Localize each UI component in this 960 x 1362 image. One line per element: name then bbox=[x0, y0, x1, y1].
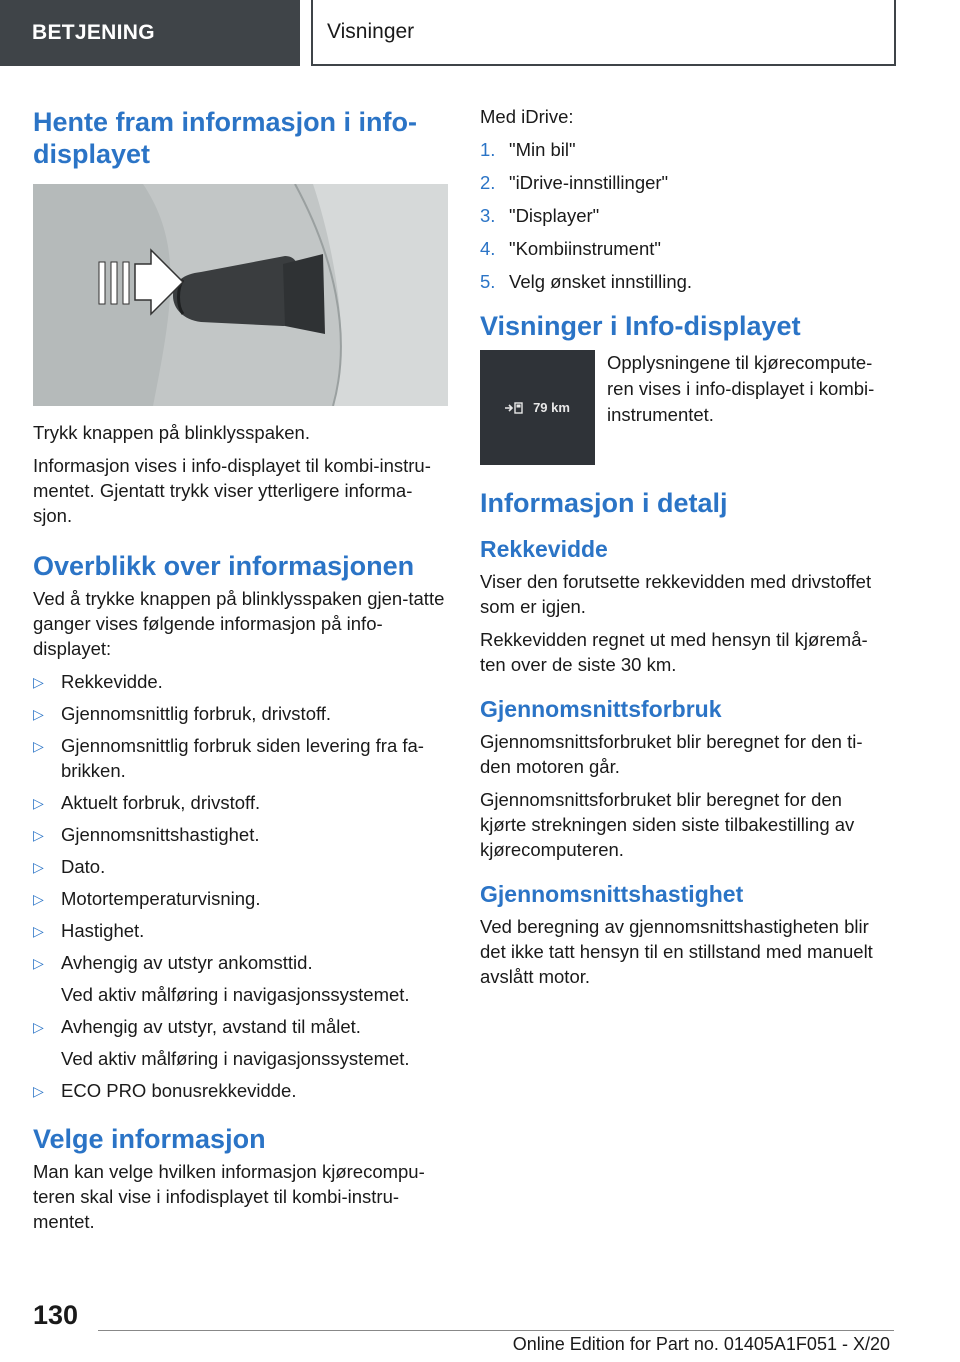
heading-range: Rekkevidde bbox=[480, 536, 608, 562]
step-item: 3. "Displayer" bbox=[480, 205, 600, 226]
section-tab bbox=[0, 0, 300, 66]
list-item: ▷ Avhengig av utstyr ankomsttid. Ved aktiv målføring i navigasjonssystemet. bbox=[33, 950, 449, 1007]
list-item: ▷ Avhengig av utstyr, avstand til målet. Ved aktiv målføring i navigasjonssystemet. bbox=[33, 1014, 449, 1071]
paragraph-average-speed: Ved beregning av gjennomsnittshastigheten blir det ikke tatt hensyn til en stillstand med manuelt avslått motor. bbox=[480, 916, 873, 987]
heading-retrieve-info: Hente fram informasjon i info-displayet bbox=[33, 107, 418, 169]
turn-signal-stalk-illustration bbox=[33, 184, 448, 406]
list-item: ▷ Gjennomsnittshastighet. bbox=[33, 822, 449, 847]
list-item: ▷ Aktuelt forbruk, drivstoff. bbox=[33, 790, 449, 815]
paragraph-idrive: Med iDrive: bbox=[480, 106, 574, 127]
triangle-bullet-icon: ▷ bbox=[33, 1083, 44, 1099]
list-item: ▷ Hastighet. bbox=[33, 918, 449, 943]
triangle-bullet-icon: ▷ bbox=[33, 891, 44, 907]
paragraph-overview: Ved å trykke knappen på blinklysspaken gjen-tatte ganger vises følgende informasjon på info-displayet: bbox=[33, 588, 445, 659]
triangle-bullet-icon: ▷ bbox=[33, 1019, 44, 1035]
chapter-tab bbox=[311, 0, 896, 66]
step-item: 2. "iDrive-innstillinger" bbox=[480, 172, 669, 193]
list-item: ▷ Dato. bbox=[33, 854, 449, 879]
paragraph-average-consumption-2: Gjennomsnittsforbruket blir beregnet for den kjørte strekningen siden siste tilbakestilling av kjørecomputeren. bbox=[480, 789, 855, 860]
footer-divider bbox=[98, 1330, 894, 1331]
heading-overview: Overblikk over informasjonen bbox=[33, 551, 415, 581]
triangle-bullet-icon: ▷ bbox=[33, 955, 44, 971]
triangle-bullet-icon: ▷ bbox=[33, 706, 44, 722]
triangle-bullet-icon: ▷ bbox=[33, 827, 44, 843]
step-item: 1. "Min bil" bbox=[480, 139, 576, 160]
triangle-bullet-icon: ▷ bbox=[33, 674, 44, 690]
paragraph-press-button: Trykk knappen på blinklysspaken. bbox=[33, 422, 310, 443]
list-item-note: Ved aktiv målføring i navigasjonssystemet. bbox=[61, 984, 410, 1005]
triangle-bullet-icon: ▷ bbox=[33, 859, 44, 875]
step-item: 4. "Kombiinstrument" bbox=[480, 238, 661, 259]
paragraph-views: Opplysningene til kjørecompute-ren vises i info-displayet i kombi-instrumentet. bbox=[607, 352, 875, 425]
heading-select-info: Velge informasjon bbox=[33, 1124, 266, 1154]
triangle-bullet-icon: ▷ bbox=[33, 738, 44, 754]
list-item: ▷ Motortemperaturvisning. bbox=[33, 886, 449, 911]
page-number: 130 bbox=[33, 1300, 79, 1330]
list-item: ▷ Rekkevidde. bbox=[33, 669, 449, 694]
chapter-label: Visninger bbox=[327, 20, 415, 43]
list-item-note: Ved aktiv målføring i navigasjonssystemet. bbox=[61, 1048, 410, 1069]
stalk-drawing bbox=[33, 184, 448, 406]
left-column bbox=[33, 100, 449, 1242]
edition-note: Online Edition for Part no. 01405A1F051 - X/20 bbox=[512, 1334, 890, 1354]
paragraph-select-info: Man kan velge hvilken informasjon kjørecompu-teren skal vise i infodisplayet til kombi-instru-mentet. bbox=[33, 1161, 425, 1232]
info-display-image bbox=[480, 350, 595, 465]
range-arrow-fuel-icon bbox=[505, 402, 525, 414]
idrive-steps bbox=[480, 137, 892, 294]
heading-average-consumption: Gjennomsnittsforbruk bbox=[480, 696, 722, 722]
section-label: BETJENING bbox=[32, 21, 155, 44]
views-row bbox=[480, 350, 892, 465]
paragraph-info-shown: Informasjon vises i info-displayet til kombi-instru-mentet. Gjentatt trykk viser ytterligere informa-sjon. bbox=[33, 455, 431, 526]
right-column bbox=[480, 100, 892, 997]
heading-detail: Informasjon i detalj bbox=[480, 488, 728, 518]
paragraph-range-1: Viser den forutsette rekkevidden med drivstoffet som er igjen. bbox=[480, 571, 872, 617]
triangle-bullet-icon: ▷ bbox=[33, 923, 44, 939]
heading-views: Visninger i Info-displayet bbox=[480, 311, 801, 341]
list-item: ▷ Gjennomsnittlig forbruk siden levering fra fa-brikken. bbox=[33, 735, 424, 781]
step-item: 5. Velg ønsket innstilling. bbox=[480, 271, 693, 292]
triangle-bullet-icon: ▷ bbox=[33, 795, 44, 811]
heading-average-speed: Gjennomsnittshastighet bbox=[480, 881, 744, 907]
info-list bbox=[33, 669, 449, 1103]
range-reading: 79 km bbox=[533, 400, 570, 415]
list-item: ▷ Gjennomsnittlig forbruk, drivstoff. bbox=[33, 701, 449, 726]
paragraph-range-2: Rekkevidden regnet ut med hensyn til kjøremå-ten over de siste 30 km. bbox=[480, 629, 868, 675]
paragraph-average-consumption-1: Gjennomsnittsforbruket blir beregnet for den ti-den motoren går. bbox=[480, 731, 863, 777]
list-item: ▷ ECO PRO bonusrekkevidde. bbox=[33, 1078, 449, 1103]
